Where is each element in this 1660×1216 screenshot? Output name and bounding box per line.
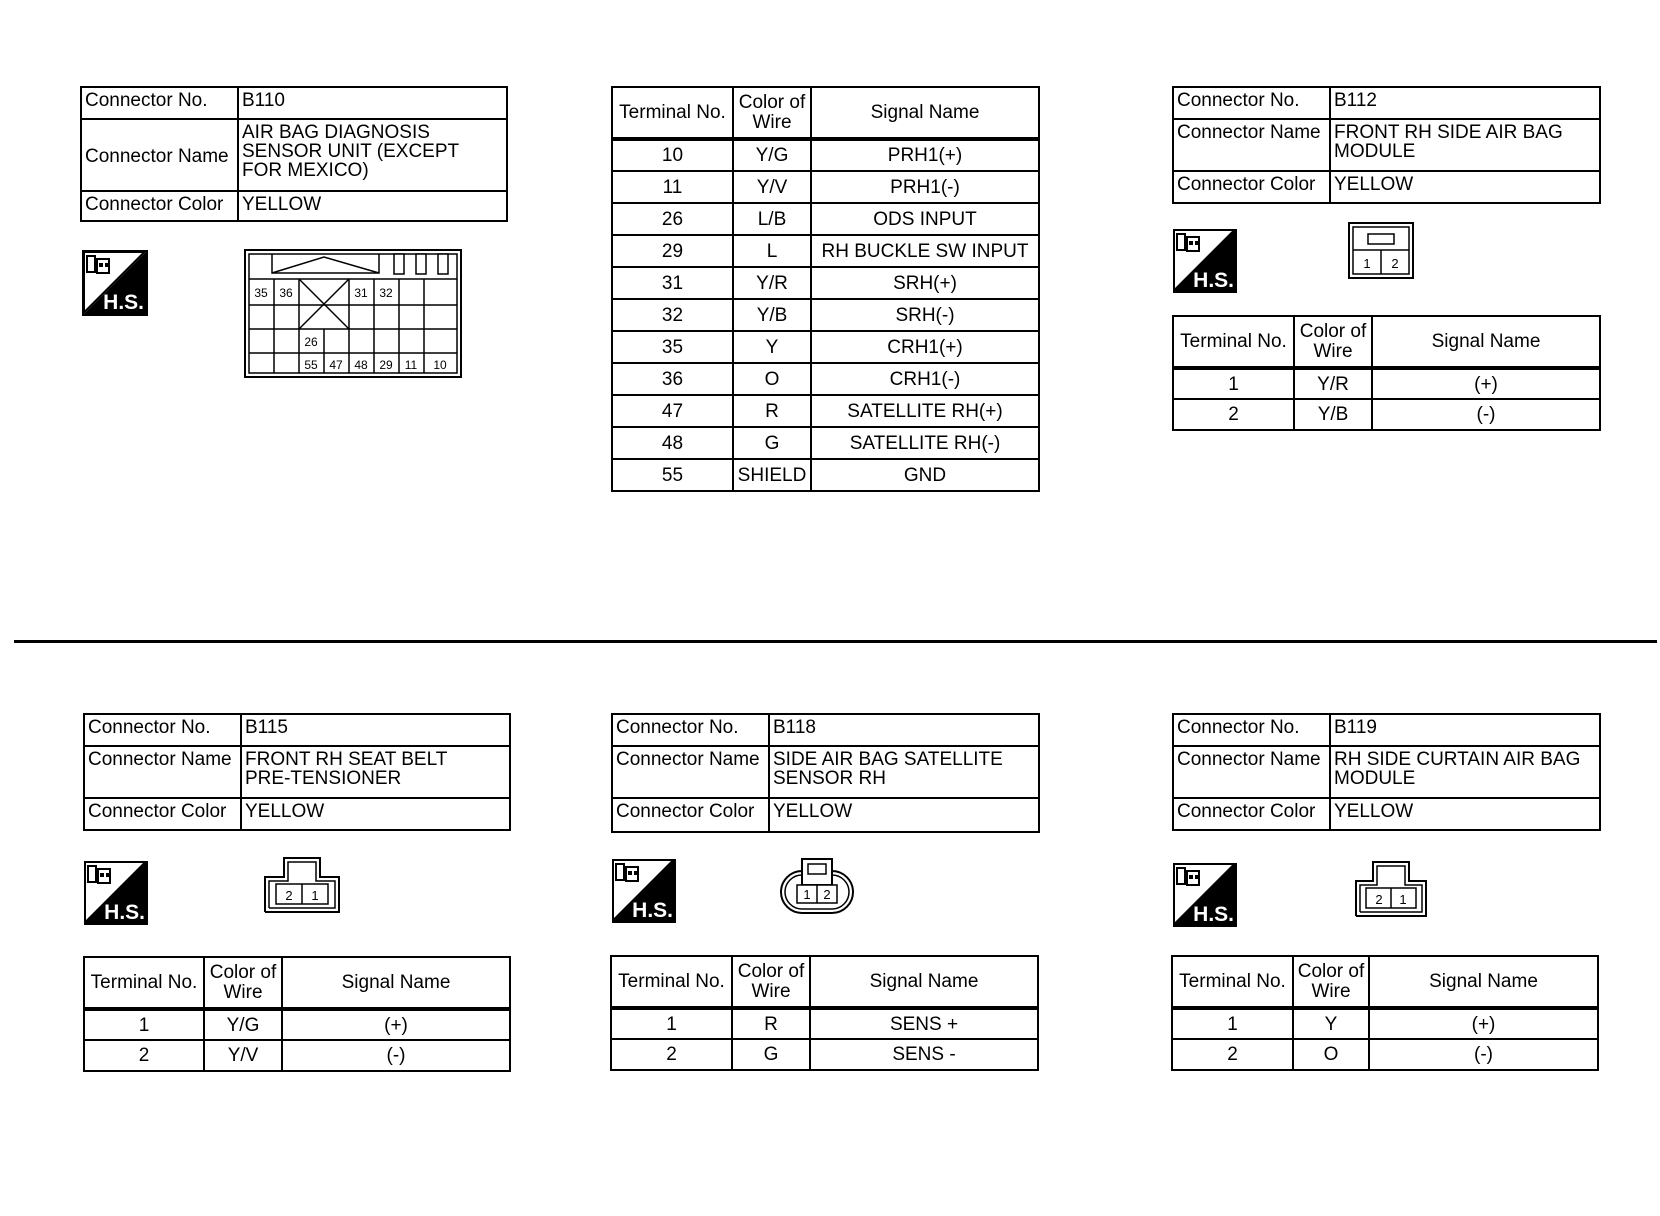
terminal-row [612, 363, 1039, 395]
wire-color-cell: Y/B [1294, 399, 1372, 430]
wire-color-header [204, 957, 282, 1009]
b115-terminal-table [83, 956, 511, 1072]
connector-name-label: Connector Name [84, 746, 241, 798]
wire-color-cell: O [733, 363, 811, 395]
signal-name-cell: SRH(-) [811, 299, 1039, 331]
terminal-no-header: Terminal No. [612, 87, 733, 139]
terminal-row [612, 139, 1039, 171]
connector-color-label: Connector Color [612, 798, 769, 832]
b110-terminal-table [611, 86, 1040, 492]
terminal-no-header: Terminal No. [84, 957, 204, 1009]
b119-rows [1172, 1008, 1598, 1070]
hs-label: H.S. [1193, 269, 1234, 292]
terminal-row [1173, 368, 1600, 399]
signal-name-header: Signal Name [282, 957, 510, 1009]
signal-name-header: Signal Name [810, 956, 1038, 1008]
pin-label: 10 [433, 358, 447, 372]
signal-name-cell: SATELLITE RH(+) [811, 395, 1039, 427]
wire-color-cell: Y/B [733, 299, 811, 331]
hs-icon [1172, 862, 1238, 928]
connector-no-value: B115 [241, 714, 510, 746]
terminal-no-cell: 1 [1173, 368, 1294, 399]
terminal-no-cell: 55 [612, 459, 733, 491]
terminal-no-cell: 1 [84, 1009, 204, 1040]
connector-color-value: YELLOW [1330, 171, 1600, 203]
connector-no-label: Connector No. [1173, 87, 1330, 119]
hs-icon [611, 858, 677, 924]
signal-name-cell: (+) [1372, 368, 1600, 399]
name-line: FRONT RH SIDE AIR BAG [1334, 122, 1563, 143]
connector-no-value: B112 [1330, 87, 1600, 119]
hs-label: H.S. [1193, 903, 1234, 926]
wire-color-header [1293, 956, 1369, 1008]
signal-name-cell: CRH1(-) [811, 363, 1039, 395]
b118-terminal-table [610, 955, 1039, 1071]
pin-label: 11 [404, 358, 418, 372]
terminal-row [1172, 1039, 1598, 1070]
signal-name-cell: GND [811, 459, 1039, 491]
terminal-no-cell: 2 [1172, 1039, 1293, 1070]
hs-label: H.S. [632, 899, 673, 922]
terminal-no-header: Terminal No. [1173, 316, 1294, 368]
b118-connector-face [780, 857, 854, 915]
signal-name-cell: SATELLITE RH(-) [811, 427, 1039, 459]
pin-label: 48 [354, 358, 368, 372]
connector-color-label: Connector Color [1173, 798, 1330, 830]
header-line: Wire [752, 111, 792, 133]
pin-label: 2 [285, 888, 293, 903]
signal-name-cell: (+) [1369, 1008, 1598, 1039]
b115-connector-face [264, 857, 340, 913]
connector-color-value: YELLOW [1330, 798, 1600, 830]
connector-name-label: Connector Name [1173, 119, 1330, 171]
wire-color-cell: R [733, 395, 811, 427]
b110-info-table [80, 86, 508, 222]
pin-label: 1 [803, 887, 811, 902]
terminal-no-cell: 10 [612, 139, 733, 171]
connector-name-value [238, 119, 507, 191]
wire-color-cell: L/B [733, 203, 811, 235]
name-line: SENSOR RH [773, 768, 886, 789]
connector-color-value: YELLOW [769, 798, 1039, 832]
signal-name-cell: (-) [1372, 399, 1600, 430]
terminal-row [612, 331, 1039, 363]
b118-rows [611, 1008, 1038, 1070]
header-line: Color of [738, 91, 806, 113]
terminal-no-cell: 2 [84, 1040, 204, 1071]
pin-label: 1 [1399, 892, 1407, 907]
pin-label: 2 [1375, 892, 1383, 907]
header-line: Color of [209, 961, 277, 983]
connector-no-label: Connector No. [84, 714, 241, 746]
wire-color-cell: Y/R [733, 267, 811, 299]
wire-color-cell: Y/R [1294, 368, 1372, 399]
section-divider [14, 640, 1657, 643]
wire-color-cell: Y/V [733, 171, 811, 203]
pin-label: 35 [254, 286, 268, 300]
hs-icon [1172, 228, 1238, 294]
terminal-no-cell: 35 [612, 331, 733, 363]
wire-color-cell: Y/G [204, 1009, 282, 1040]
wire-color-cell: G [733, 427, 811, 459]
connector-name-value [769, 746, 1039, 798]
name-line: SIDE AIR BAG SATELLITE [773, 749, 1003, 770]
pin-label: 2 [823, 887, 831, 902]
signal-name-cell: (-) [1369, 1039, 1598, 1070]
terminal-no-cell: 31 [612, 267, 733, 299]
pin-label: 55 [304, 358, 318, 372]
connector-no-label: Connector No. [612, 714, 769, 746]
terminal-row [1172, 1008, 1598, 1039]
b112-terminal-table [1172, 315, 1601, 431]
b112-info-table [1172, 86, 1601, 204]
terminal-no-header: Terminal No. [1172, 956, 1293, 1008]
hs-icon [83, 860, 149, 926]
signal-name-cell: (-) [282, 1040, 510, 1071]
pin-label: 32 [379, 286, 393, 300]
hs-label: H.S. [104, 901, 145, 924]
header-line: Wire [1313, 340, 1353, 362]
signal-name-header: Signal Name [1372, 316, 1600, 368]
connector-name-value [241, 746, 510, 798]
terminal-no-cell: 2 [611, 1039, 732, 1070]
connector-no-label: Connector No. [81, 87, 238, 119]
terminal-row [612, 203, 1039, 235]
b115-info-table [83, 713, 511, 831]
name-line: SENSOR UNIT (EXCEPT [242, 141, 460, 162]
wire-color-cell: Y [1293, 1008, 1369, 1039]
wire-color-header [733, 87, 811, 139]
b110-rows [612, 139, 1039, 491]
name-line: MODULE [1334, 141, 1416, 162]
terminal-no-cell: 1 [611, 1008, 732, 1039]
b112-connector-face [1348, 222, 1414, 279]
signal-name-cell: RH BUCKLE SW INPUT [811, 235, 1039, 267]
wire-color-cell: Y/V [204, 1040, 282, 1071]
terminal-row [612, 459, 1039, 491]
signal-name-cell: SENS + [810, 1008, 1038, 1039]
terminal-row [84, 1040, 510, 1071]
wire-color-cell: SHIELD [733, 459, 811, 491]
wire-color-cell: O [1293, 1039, 1369, 1070]
terminal-no-cell: 29 [612, 235, 733, 267]
header-line: Color of [1299, 320, 1367, 342]
signal-name-cell: PRH1(+) [811, 139, 1039, 171]
name-line: MODULE [1334, 768, 1416, 789]
connector-color-value: YELLOW [241, 798, 510, 830]
terminal-row [612, 235, 1039, 267]
header-line: Color of [1297, 960, 1365, 982]
pin-label: 29 [379, 358, 393, 372]
terminal-no-header: Terminal No. [611, 956, 732, 1008]
connector-name-value [1330, 119, 1600, 171]
connector-name-label: Connector Name [612, 746, 769, 798]
signal-name-header: Signal Name [811, 87, 1039, 139]
wire-color-cell: R [732, 1008, 810, 1039]
connector-no-label: Connector No. [1173, 714, 1330, 746]
connector-no-value: B110 [238, 87, 507, 119]
pin-label: 36 [279, 286, 293, 300]
b112-rows [1173, 368, 1600, 430]
connector-name-label: Connector Name [81, 119, 238, 191]
terminal-row [612, 267, 1039, 299]
wire-color-cell: Y/G [733, 139, 811, 171]
connector-name-label: Connector Name [1173, 746, 1330, 798]
signal-name-cell: (+) [282, 1009, 510, 1040]
pin-label: 2 [1391, 256, 1399, 271]
terminal-no-cell: 2 [1173, 399, 1294, 430]
connector-no-value: B119 [1330, 714, 1600, 746]
wire-color-header [1294, 316, 1372, 368]
b119-connector-face [1355, 861, 1427, 917]
signal-name-header: Signal Name [1369, 956, 1598, 1008]
b119-terminal-table [1171, 955, 1599, 1071]
name-line: FOR MEXICO) [242, 160, 369, 181]
signal-name-cell: CRH1(+) [811, 331, 1039, 363]
name-line: FRONT RH SEAT BELT [245, 749, 448, 770]
wire-color-cell: L [733, 235, 811, 267]
terminal-row [612, 171, 1039, 203]
pin-label: 1 [311, 888, 319, 903]
name-line: PRE-TENSIONER [245, 768, 402, 789]
terminal-row [611, 1039, 1038, 1070]
terminal-row [1173, 399, 1600, 430]
signal-name-cell: SRH(+) [811, 267, 1039, 299]
terminal-row [84, 1009, 510, 1040]
terminal-row [612, 395, 1039, 427]
b119-info-table [1172, 713, 1601, 831]
terminal-row [611, 1008, 1038, 1039]
header-line: Color of [737, 960, 805, 982]
terminal-row [612, 427, 1039, 459]
pin-label: 1 [1363, 256, 1371, 271]
connector-no-value: B118 [769, 714, 1039, 746]
connector-color-label: Connector Color [1173, 171, 1330, 203]
b118-info-table [611, 713, 1040, 833]
header-line: Wire [1311, 980, 1351, 1002]
terminal-row [612, 299, 1039, 331]
hs-label: H.S. [103, 291, 144, 314]
terminal-no-cell: 47 [612, 395, 733, 427]
b110-connector-face [244, 249, 462, 379]
hs-icon [82, 250, 148, 316]
wire-color-header [732, 956, 810, 1008]
signal-name-cell: PRH1(-) [811, 171, 1039, 203]
name-line: RH SIDE CURTAIN AIR BAG [1334, 749, 1581, 770]
terminal-no-cell: 1 [1172, 1008, 1293, 1039]
wire-color-cell: G [732, 1039, 810, 1070]
signal-name-cell: SENS - [810, 1039, 1038, 1070]
header-line: Wire [751, 980, 791, 1002]
terminal-no-cell: 36 [612, 363, 733, 395]
connector-color-value: YELLOW [238, 191, 507, 221]
terminal-no-cell: 11 [612, 171, 733, 203]
name-line: AIR BAG DIAGNOSIS [242, 122, 430, 143]
signal-name-cell: ODS INPUT [811, 203, 1039, 235]
connector-color-label: Connector Color [84, 798, 241, 830]
terminal-no-cell: 32 [612, 299, 733, 331]
pin-label: 47 [329, 358, 343, 372]
pin-label: 26 [304, 335, 318, 349]
terminal-no-cell: 26 [612, 203, 733, 235]
wire-color-cell: Y [733, 331, 811, 363]
pin-label: 31 [354, 286, 368, 300]
connector-name-value [1330, 746, 1600, 798]
header-line: Wire [223, 981, 263, 1003]
connector-color-label: Connector Color [81, 191, 238, 221]
terminal-no-cell: 48 [612, 427, 733, 459]
b115-rows [84, 1009, 510, 1071]
